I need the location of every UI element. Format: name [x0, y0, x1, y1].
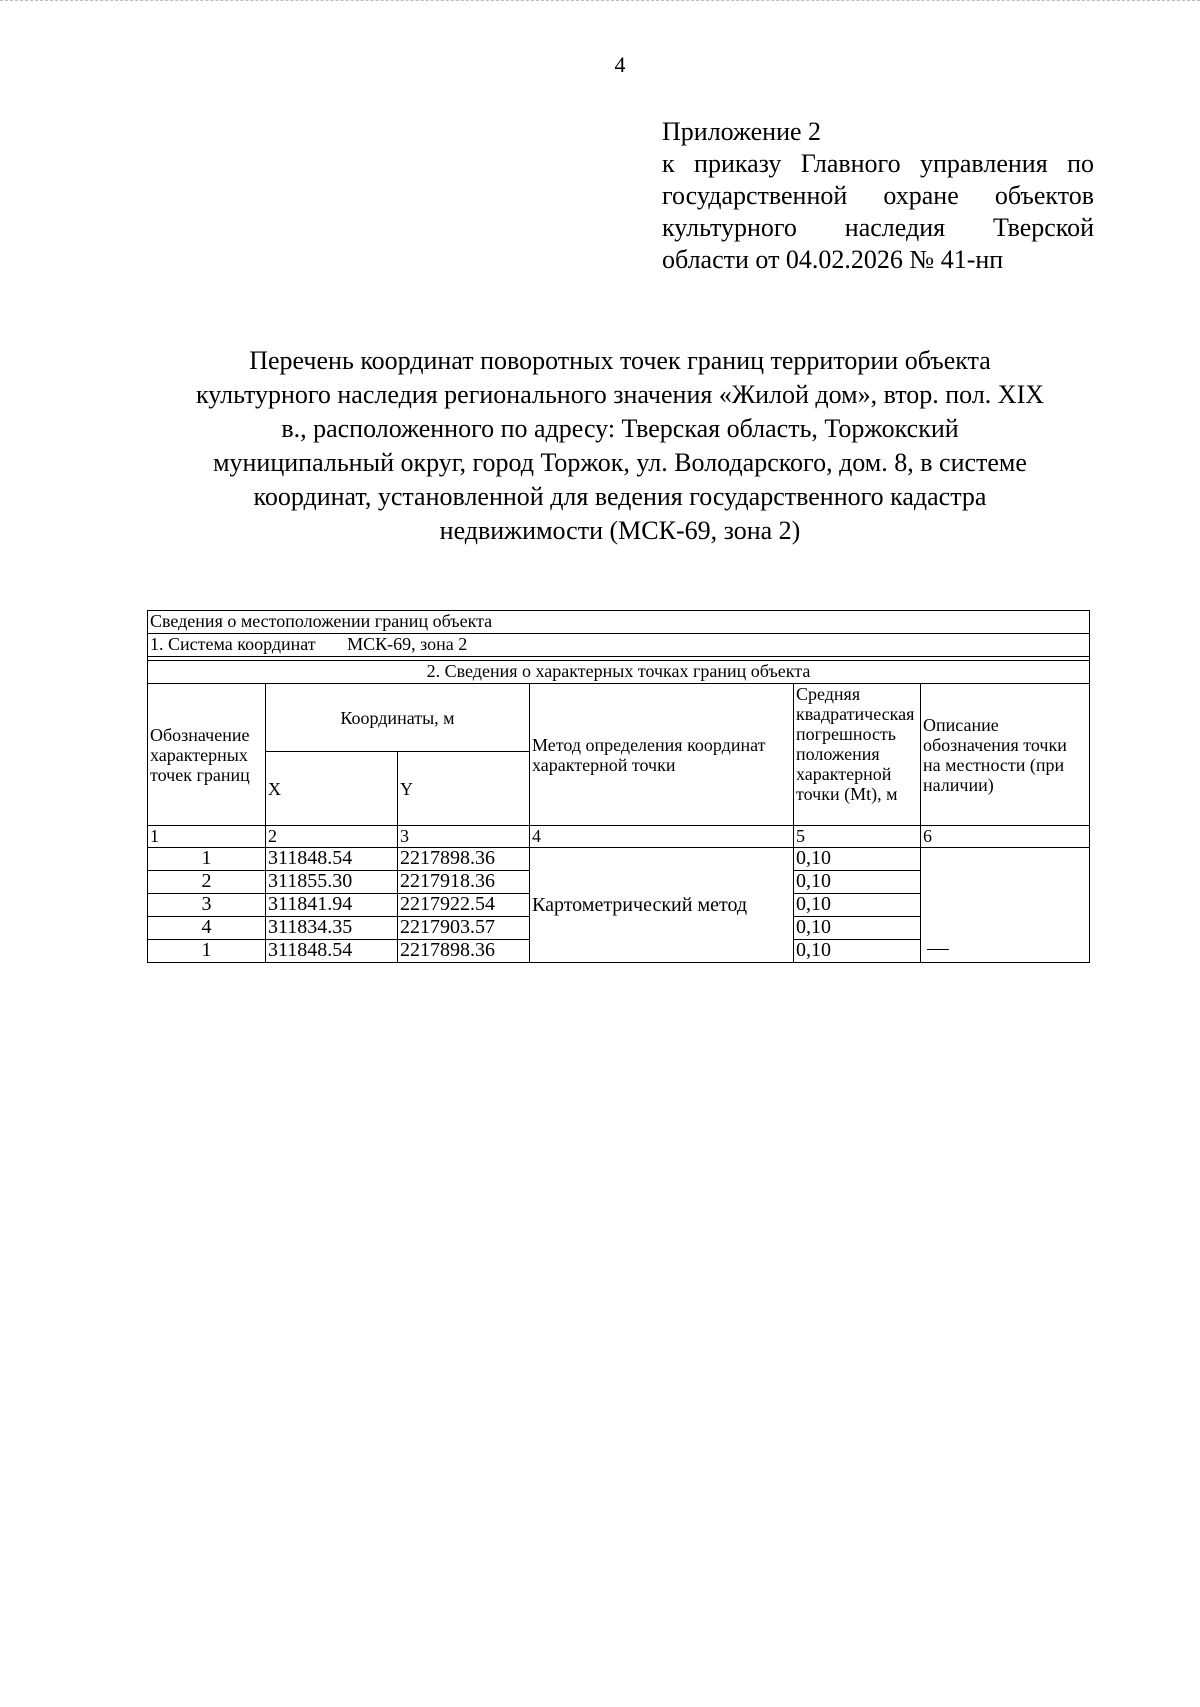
accuracy-cell: 0,10: [794, 894, 921, 917]
header-method: Метод определения координат характерной точки: [530, 684, 794, 826]
title-line-6: недвижимости (МСК-69, зона 2): [439, 516, 801, 545]
coordinates-table: [147, 610, 1090, 963]
accuracy-cell: 0,10: [794, 940, 921, 963]
column-number: 4: [530, 826, 794, 848]
table-row: [148, 848, 1090, 871]
column-number: 1: [148, 826, 266, 848]
y-cell: 2217898.36: [398, 848, 530, 871]
y-cell: 2217922.54: [398, 894, 530, 917]
column-number: 2: [266, 826, 398, 848]
accuracy-cell: 0,10: [794, 848, 921, 871]
accuracy-cell: 0,10: [794, 871, 921, 894]
appendix-line-5: области от 04.02.2026 № 41-нп: [662, 245, 1004, 274]
x-cell: 311848.54: [266, 940, 398, 963]
y-cell: 2217903.57: [398, 917, 530, 940]
header-coordinates: Координаты, м: [266, 684, 530, 752]
header-y: Y: [398, 752, 530, 826]
coord-system-label: 1. Система координат: [150, 634, 316, 654]
point-cell: 2: [148, 871, 266, 894]
document-title: [140, 344, 1100, 548]
point-cell: 3: [148, 894, 266, 917]
method-cell: Картометрический метод: [530, 848, 794, 963]
title-line-2: культурного наследия регионального значения «Жилой дом», втор. пол. XIX: [195, 380, 1045, 409]
x-cell: 311855.30: [266, 871, 398, 894]
point-cell: 1: [148, 848, 266, 871]
point-cell: 1: [148, 940, 266, 963]
coord-system-cell: [148, 634, 1090, 657]
x-cell: 311848.54: [266, 848, 398, 871]
appendix-line-4: культурного наследия Тверской: [662, 213, 1094, 242]
header-x: X: [266, 752, 398, 826]
title-line-4: муниципальный округ, город Торжок, ул. Володарского, дом. 8, в системе: [213, 448, 1027, 477]
appendix-line-1: Приложение 2: [662, 117, 822, 146]
y-cell: 2217918.36: [398, 871, 530, 894]
header-description: Описание обозначения точки на местности (при наличии): [921, 684, 1090, 826]
title-line-3: в., расположенного по адресу: Тверская область, Торжокский: [281, 414, 959, 443]
appendix-line-2: к приказу Главного управления по: [662, 149, 1094, 178]
column-number: 6: [921, 826, 1090, 848]
header-designation: Обозначение характерных точек границ: [148, 684, 266, 826]
accuracy-cell: 0,10: [794, 917, 921, 940]
x-cell: 311841.94: [266, 894, 398, 917]
description-dash: [927, 949, 949, 950]
points-title-cell: 2. Сведения о характерных точках границ объекта: [148, 661, 1090, 684]
appendix-header: [662, 116, 1094, 276]
description-cell: [921, 848, 1090, 963]
column-number: 3: [398, 826, 530, 848]
coord-system-value: МСК-69, зона 2: [347, 634, 468, 654]
title-line-5: координат, установленной для ведения государственного кадастра: [253, 482, 987, 511]
title-line-1: Перечень координат поворотных точек границ территории объекта: [249, 346, 991, 375]
point-cell: 4: [148, 917, 266, 940]
page-number: 4: [614, 52, 626, 77]
scan-edge-line: [0, 0, 1200, 1]
column-number: 5: [794, 826, 921, 848]
section-title-cell: Сведения о местоположении границ объекта: [148, 611, 1090, 634]
header-accuracy: Средняя квадратическая погрешность положения характерной точки (Mt), м: [794, 684, 921, 826]
x-cell: 311834.35: [266, 917, 398, 940]
appendix-line-3: государственной охране объектов: [662, 181, 1094, 210]
y-cell: 2217898.36: [398, 940, 530, 963]
